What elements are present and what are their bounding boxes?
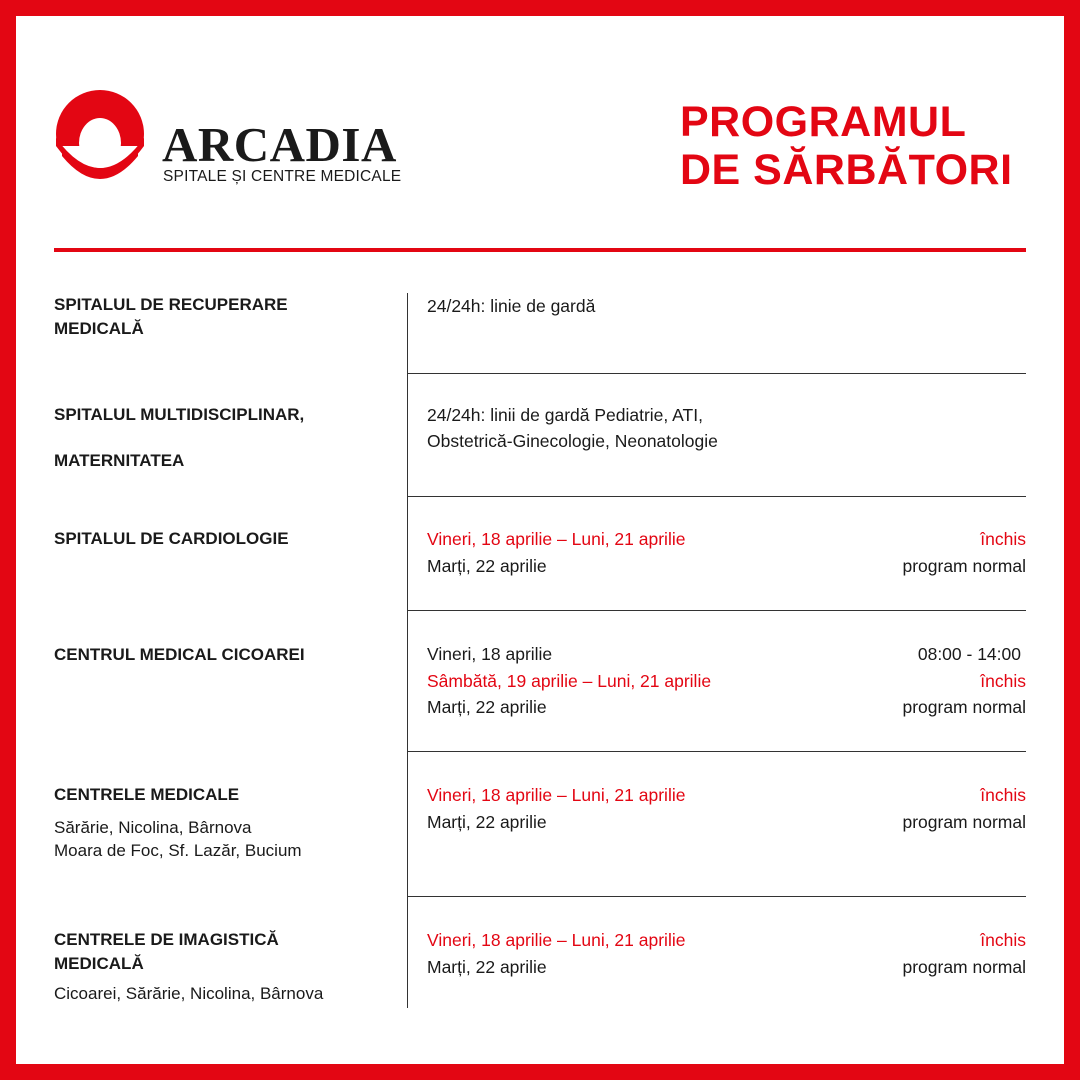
table-row	[54, 751, 1026, 896]
schedule-line	[427, 782, 1026, 809]
schedule-line	[427, 954, 1026, 981]
column-divider	[407, 293, 408, 373]
facility-name-line: SPITALUL DE CARDIOLOGIE	[54, 529, 289, 548]
facility-name-line: MATERNITATEA	[54, 451, 185, 470]
schedule-status: închis	[980, 529, 1026, 549]
column-divider	[407, 751, 408, 896]
facility-locations: Moara de Foc, Sf. Lazăr, Bucium	[54, 841, 302, 860]
schedule-status: program normal	[902, 697, 1026, 717]
column-divider	[407, 496, 408, 610]
schedule-status: închis	[980, 930, 1026, 950]
table-row	[54, 610, 1026, 751]
facility-name-line: CENTRELE DE IMAGISTICĂ	[54, 930, 279, 949]
facility-name	[54, 527, 394, 551]
schedule-status: 08:00 - 14:00	[917, 644, 1021, 664]
schedule-line	[427, 668, 1026, 695]
facility-schedule	[427, 782, 1026, 835]
title-line-2: DE SĂRBĂTORI	[680, 146, 1013, 194]
facility-locations: Cicoarei, Sărărie, Nicolina, Bârnova	[54, 984, 324, 1003]
title-line-1: PROGRAMUL	[680, 98, 967, 146]
schedule-date: Marți, 22 aprilie	[427, 811, 547, 832]
schedule-text: Obstetrică-Ginecologie, Neonatologie	[427, 431, 718, 451]
schedule-date: Vineri, 18 aprilie – Luni, 21 aprilie	[427, 529, 686, 549]
facility-name	[54, 643, 394, 667]
schedule-date: Vineri, 18 aprilie – Luni, 21 aprilie	[427, 930, 686, 950]
facility-name-line: MEDICALĂ	[54, 319, 144, 338]
facility-locations: Sărărie, Nicolina, Bârnova	[54, 818, 252, 837]
facility-name-line: CENTRUL MEDICAL CICOAREI	[54, 645, 305, 664]
brand-name: ARCADIA	[162, 117, 397, 172]
page-title	[680, 98, 1013, 194]
facility-name-line: MEDICALĂ	[54, 954, 144, 973]
schedule-status: program normal	[902, 956, 1026, 977]
facility-name	[54, 783, 394, 862]
schedule-line	[427, 927, 1026, 954]
schedule-line	[427, 641, 1026, 668]
column-divider	[407, 610, 408, 751]
column-divider	[407, 373, 408, 496]
facility-name	[54, 403, 394, 473]
schedule-line	[427, 553, 1026, 580]
facility-name-line: SPITALUL MULTIDISCIPLINAR,	[54, 405, 305, 424]
schedule-date: Marți, 22 aprilie	[427, 697, 547, 717]
facility-schedule	[427, 402, 1026, 454]
schedule-status: program normal	[902, 811, 1026, 832]
schedule-status: închis	[980, 785, 1026, 805]
schedule-status: închis	[980, 670, 1026, 691]
table-row	[54, 896, 1026, 1008]
schedule-text: 24/24h: linie de gardă	[427, 296, 596, 316]
schedule-text: 24/24h: linii de gardă Pediatrie, ATI,	[427, 405, 703, 425]
schedule-date: Vineri, 18 aprilie	[427, 644, 553, 664]
facility-name	[54, 293, 394, 341]
facility-name-line: CENTRELE MEDICALE	[54, 785, 240, 804]
schedule-status: program normal	[902, 555, 1026, 576]
facility-schedule	[427, 927, 1026, 980]
schedule-date: Marți, 22 aprilie	[427, 956, 547, 977]
schedule-date: Sâmbătă, 19 aprilie – Luni, 21 aprilie	[427, 670, 712, 691]
schedule-date: Marți, 22 aprilie	[427, 555, 547, 576]
column-divider	[407, 896, 408, 1008]
table-row	[54, 293, 1026, 373]
schedule-date: Vineri, 18 aprilie – Luni, 21 aprilie	[427, 785, 686, 805]
table-row	[54, 373, 1026, 496]
facility-schedule	[427, 526, 1026, 579]
schedule-line	[427, 526, 1026, 553]
schedule-line	[427, 809, 1026, 836]
facility-schedule	[427, 293, 1026, 319]
table-row	[54, 496, 1026, 610]
facility-name-line: SPITALUL DE RECUPERARE	[54, 295, 288, 314]
brand-tagline: SPITALE ȘI CENTRE MEDICALE	[163, 168, 402, 185]
arcadia-logo	[54, 88, 414, 198]
arcadia-logo-icon	[54, 88, 154, 198]
header-divider	[54, 248, 1026, 252]
facility-schedule	[427, 641, 1026, 721]
facility-name	[54, 928, 394, 1005]
schedule-line	[427, 694, 1026, 721]
